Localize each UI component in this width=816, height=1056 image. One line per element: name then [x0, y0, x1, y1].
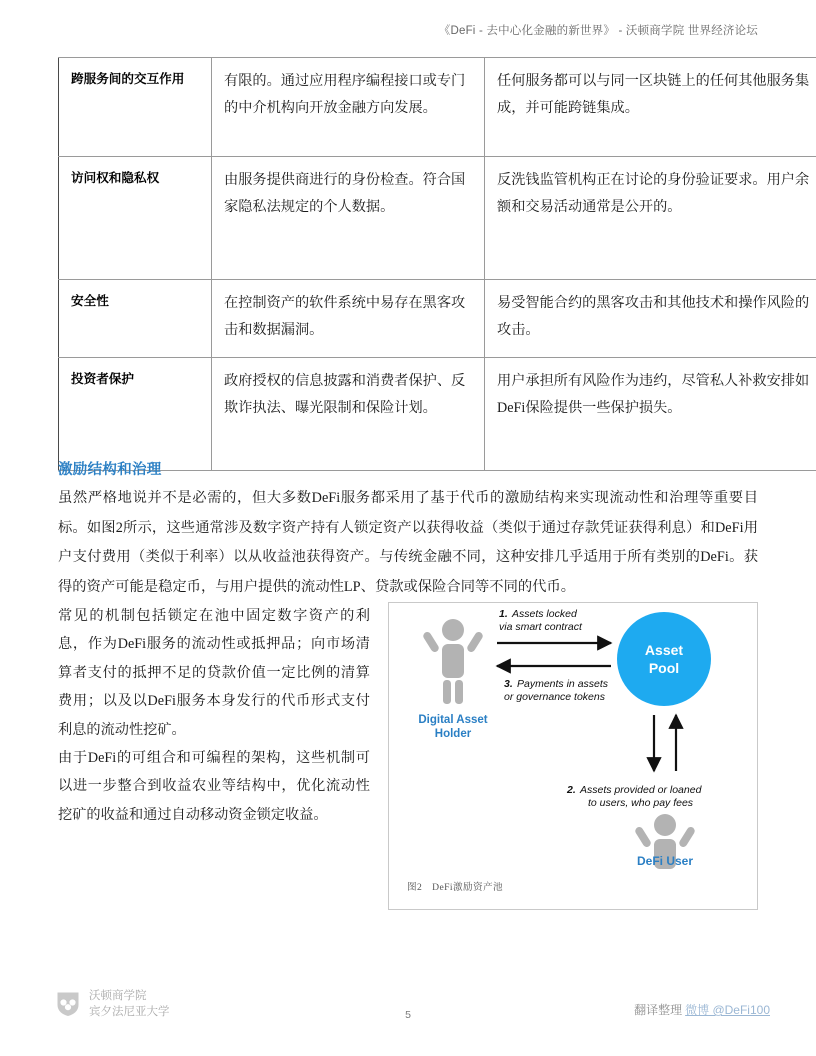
table-cell-traditional: 由服务提供商进行的身份检查。符合国家隐私法规定的个人数据。: [212, 157, 485, 280]
table-cell-traditional: 政府授权的信息披露和消费者保护、反欺诈执法、曝光限制和保险计划。: [212, 357, 485, 470]
figure-caption: 图2 DeFi激励资产池: [407, 882, 503, 893]
table-cell-traditional: 有限的。通过应用程序编程接口或专门的中介机构向开放金融方向发展。: [212, 58, 485, 157]
asset-pool-label-line1: Asset: [644, 642, 684, 658]
table-row: [59, 58, 816, 157]
credit-prefix: 翻译整理: [634, 1003, 683, 1017]
table-cell-defi: 任何服务都可以与同一区块链上的任何其他服务集成，并可能跨链集成。: [485, 58, 816, 157]
translation-credit: [634, 1001, 770, 1018]
intro-paragraph: 虽然严格地说并不是必需的，但大多数DeFi服务都采用了基于代币的激励结构来实现流动性和治理等重要目标。如图2所示，这些通常涉及数字资产持有人锁定资产以获得收益（类似于通过存款凭证获得利息）和DeFi用户支付费用（类似于利率）以从收益池获得资产。与传统金融不同，这种安排几乎适用于所有类别的DeFi。获得的资产可能是稳定币，与用户提供的流动性LP、贷款或保险合同等不同的代币。: [58, 490, 758, 596]
comparison-table: [58, 57, 816, 471]
wharton-line-1: 沃顿商学院: [89, 990, 147, 1002]
holder-label-line1: Digital Asset: [418, 714, 488, 726]
table-row-label: 访问权和隐私权: [59, 157, 212, 280]
table-cell-defi: 反洗钱监管机构正在讨论的身份验证要求。用户余额和交易活动通常是公开的。: [485, 157, 816, 280]
table-cell-traditional: 在控制资产的软件系统中易存在黑客攻击和数据漏洞。: [212, 280, 485, 358]
wharton-line-2: 宾夕法尼亚大学: [89, 1006, 170, 1019]
table-row: [59, 280, 816, 358]
section-heading: 激励结构和治理: [58, 462, 162, 478]
holder-label-line2: Holder: [434, 728, 472, 740]
flow-3-number: 3.: [504, 678, 513, 690]
document-header: 《DeFi - 去中心化金融的新世界》 - 沃顿商学院 世界经济论坛: [438, 25, 758, 37]
flow-2-number: 2.: [567, 784, 576, 796]
digital-asset-holder-icon: [422, 619, 484, 704]
lower-content-area: [58, 602, 758, 942]
flow-2-text-line2: to users, who pay fees: [588, 797, 694, 809]
asset-pool-label-line2: Pool: [648, 660, 680, 676]
flow-3-text-line2: or governance tokens: [504, 691, 605, 703]
table-row-label: 安全性: [59, 280, 212, 358]
defi-incentive-pool-diagram: [389, 603, 757, 869]
flow-1-number: 1.: [499, 608, 508, 620]
credit-weibo-link[interactable]: 微博 @DeFi100: [685, 1003, 770, 1017]
flow-3-text-line1: Payments in assets: [517, 678, 609, 690]
flow-1-text-line2: via smart contract: [499, 621, 582, 633]
left-text-column: [58, 602, 370, 829]
defi-user-label: DeFi User: [636, 854, 694, 868]
table-row-label: 跨服务间的交互作用: [59, 58, 212, 157]
left-paragraph-1: 常见的机制包括锁定在池中固定数字资产的利息，作为DeFi服务的流动性或抵押品；向市场清算者支付的抵押不足的贷款价值一定比例的清算费用；以及以DeFi服务本身发行的代币形式支付利息的流动性挖矿。: [58, 608, 370, 738]
left-paragraph-2: 由于DeFi的可组合和可编程的架构，这些机制可以进一步整合到收益农业等结构中，优化流动性挖矿的收益和通过自动移动资金锁定收益。: [58, 750, 370, 823]
asset-pool-circle: [617, 612, 711, 706]
flow-1-text-line1: Assets locked: [512, 608, 577, 620]
page-number: 5: [405, 1009, 411, 1021]
flow-2-text-line1: Assets provided or loaned: [580, 784, 702, 796]
table-row-label: 投资者保护: [59, 357, 212, 470]
table-row: [59, 357, 816, 470]
figure-2-container: [388, 602, 758, 910]
table-row: [59, 157, 816, 280]
table-cell-defi: 易受智能合约的黑客攻击和其他技术和操作风险的攻击。: [485, 280, 816, 358]
table-cell-defi: 用户承担所有风险作为违约，尽管私人补救安排如DeFi保险提供一些保护损失。: [485, 357, 816, 470]
